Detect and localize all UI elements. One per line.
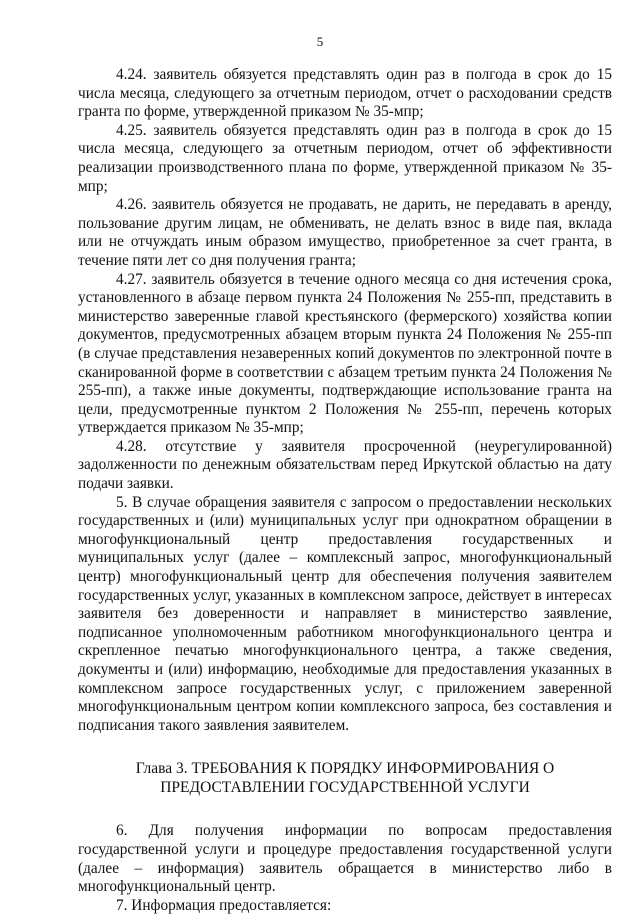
paragraph-4-25: 4.25. заявитель обязуется представлять один раз в полгода в срок до 15 числа месяца, следующего за отчетным периодом, отчет об эффективности реализации производственного плана по форме, утвержденной приказом № 35-мпр; [78,121,612,195]
chapter-heading [78,759,612,797]
paragraph-6: 6. Для получения информации по вопросам предоставления государственной услуги и процедуре предоставления государственной услуги (далее – информация) заявитель обращается в министерство либо в многофункциональный центр. [78,822,612,896]
paragraph-4-26: 4.26. заявитель обязуется не продавать, не дарить, не передавать в аренду, пользование другим лицам, не обменивать, не делать взнос в виде пая, вклада или не отчуждать иным образом имущество, приобретенное за счет гранта, в течение пяти лет со дня получения гранта; [78,196,612,269]
paragraph-5: 5. В случае обращения заявителя с запросом о предоставлении нескольких государственных и (или) муниципальных услуг при однократном обращении в многофункциональный центр предоставления государственных и муниципальных услуг (далее – комплексный запрос, многофункциональный центр) многофункциональный центр для обеспечения получения заявителем государственных услуг, указанных в комплексном запросе, действует в интересах заявителя без доверенности и направляет в министерство заявление, подписанное уполномоченным работником многофункционального центра и скрепленное печатью многофункционального центра, а также сведения, документы и (или) информацию, необходимые для предоставления указанных в комплексном запросе государственных услуг, с приложением заверенной многофункциональным центром копии комплексного запроса, без составления и подписания такого заявления заявителем. [78,493,612,734]
document-body [78,66,612,915]
paragraph-4-28: 4.28. отсутствие у заявителя просроченной (неурегулированной) задолженности по денежным обязательствам перед Иркутской областью на дату подачи заявки. [78,437,612,493]
page-number: 5 [316,34,324,49]
paragraph-4-27: 4.27. заявитель обязуется в течение одного месяца со дня истечения срока, установленного в абзаце первом пункта 24 Положения № 255-пп, представить в министерство заверенные главой крестьянского (фермерского) хозяйства копии документов, предусмотренных абзацем вторым пункта 24 Положения № 255-пп (в случае представления незаверенных копий документов по электронной почте в сканированной форме в соответствии с абзацем третьим пункта 24 Положения № 255-пп), а также иные документы, подтверждающие использование гранта на цели, предусмотренные пунктом 2 Положения № 255-пп, перечень которых утверждается приказом № 35-мпр; [78,270,612,437]
chapter-heading-line-2: ПРЕДОСТАВЛЕНИИ ГОСУДАРСТВЕННОЙ УСЛУГИ [160,779,530,797]
chapter-heading-line-1: Глава 3. ТРЕБОВАНИЯ К ПОРЯДКУ ИНФОРМИРОВАНИЯ О [135,760,555,778]
paragraph-7: 7. Информация предоставляется: [116,896,332,914]
paragraph-4-24: 4.24. заявитель обязуется представлять один раз в полгода в срок до 15 числа месяца, следующего за отчетным периодом, отчет о расходовании средств гранта по форме, утвержденной приказом № 35-мпр; [78,66,612,121]
